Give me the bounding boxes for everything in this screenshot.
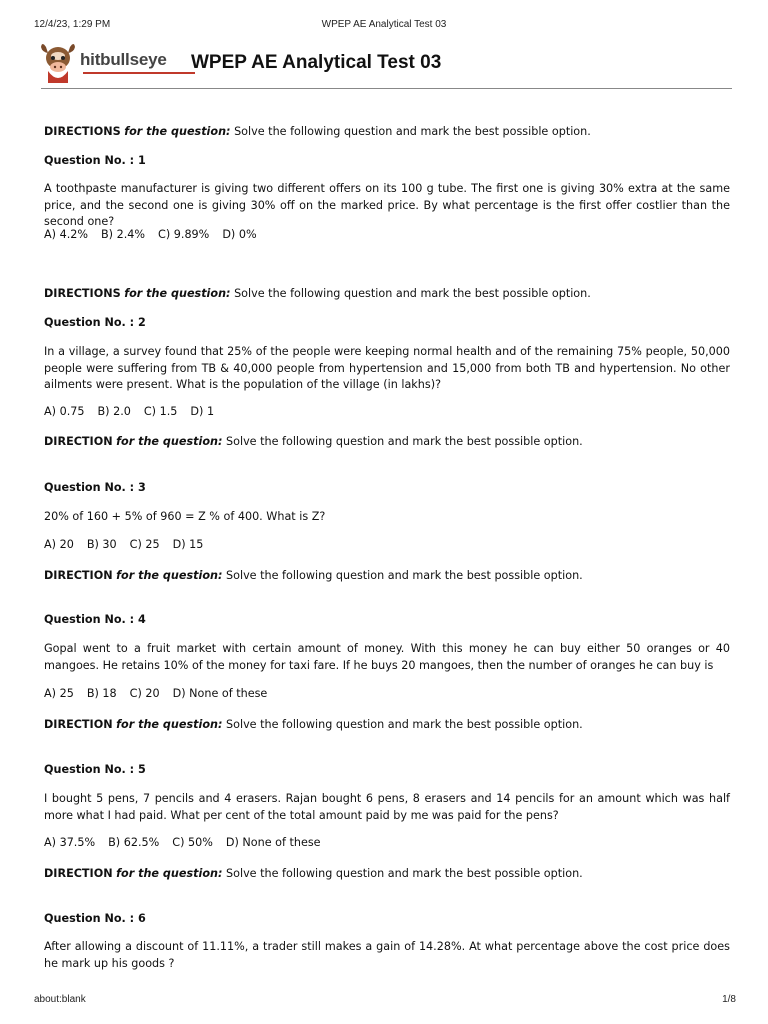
directions-italic: for the question:	[116, 569, 223, 582]
page-number: 1/8	[722, 994, 736, 1005]
directions-italic: for the question:	[116, 867, 223, 880]
directions-text: Solve the following question and mark the best possible option.	[222, 867, 583, 880]
option-d: D) None of these	[172, 687, 268, 700]
brand-logo-text: hitbullseye	[80, 50, 167, 69]
option-a: A) 4.2%	[44, 228, 88, 241]
directions-line	[44, 286, 730, 303]
question-number: Question No. : 2	[44, 316, 146, 329]
directions-italic: for the question:	[116, 435, 223, 448]
option-a: A) 37.5%	[44, 836, 96, 849]
question-number: Question No. : 5	[44, 763, 146, 776]
directions-label: DIRECTION	[44, 718, 113, 731]
question-number: Question No. : 3	[44, 481, 146, 494]
header-divider	[41, 88, 732, 89]
document-title: WPEP AE Analytical Test 03	[191, 52, 442, 73]
question-text: In a village, a survey found that 25% of the people were keeping normal health and of the remaining 75% people, 50,000 people were suffering from TB & 40,000 people from hypertension and 15,000 from both TB and hypertension. No other ailments were present. What is the population of the village (in lakhs)?	[44, 345, 730, 391]
directions-text: Solve the following question and mark the best possible option.	[230, 287, 591, 300]
option-c: C) 1.5	[143, 405, 178, 418]
answer-options	[44, 404, 730, 421]
print-url: about:blank	[34, 994, 86, 1005]
question-number: Question No. : 1	[44, 154, 146, 167]
directions-line	[44, 124, 730, 141]
directions-text: Solve the following question and mark the best possible option.	[230, 125, 591, 138]
directions-line	[44, 866, 730, 883]
option-b: B) 30	[86, 538, 117, 551]
directions-line	[44, 434, 730, 451]
directions-italic: for the question:	[124, 125, 231, 138]
option-c: C) 50%	[172, 836, 213, 849]
directions-text: Solve the following question and mark the best possible option.	[222, 435, 583, 448]
answer-options	[44, 537, 730, 554]
option-b: B) 18	[86, 687, 117, 700]
brand-header	[40, 41, 740, 85]
question-text: I bought 5 pens, 7 pencils and 4 erasers. Rajan bought 6 pens, 8 erasers and 14 pencils for an amount which was half more what I had paid. What per cent of the total amount paid by me was paid for the pens?	[44, 792, 730, 822]
print-footer	[0, 994, 768, 1008]
directions-label: DIRECTION	[44, 569, 113, 582]
option-c: C) 9.89%	[158, 228, 210, 241]
question-text: 20% of 160 + 5% of 960 = Z % of 400. What is Z?	[44, 510, 326, 523]
print-title: WPEP AE Analytical Test 03	[321, 19, 447, 30]
option-a: A) 25	[44, 687, 74, 700]
question-number: Question No. : 6	[44, 912, 146, 925]
directions-text: Solve the following question and mark the best possible option.	[222, 569, 583, 582]
option-d: D) 1	[190, 405, 215, 418]
question-text: After allowing a discount of 11.11%, a trader still makes a gain of 14.28%. At what percentage above the cost price does he mark up his goods ?	[44, 940, 730, 970]
option-d: D) 0%	[222, 228, 257, 241]
directions-italic: for the question:	[116, 718, 223, 731]
option-b: B) 2.0	[97, 405, 131, 418]
question-text: A toothpaste manufacturer is giving two different offers on its 100 g tube. The first one is giving 30% extra at the same price, and the second one is giving 30% off on the marked price. By what percentage is the first offer costlier than the second one?	[44, 182, 730, 228]
directions-line	[44, 568, 730, 585]
directions-label: DIRECTION	[44, 435, 113, 448]
option-d: D) 15	[172, 538, 204, 551]
option-a: A) 20	[44, 538, 74, 551]
print-datetime: 12/4/23, 1:29 PM	[34, 19, 111, 30]
directions-italic: for the question:	[124, 287, 231, 300]
option-c: C) 20	[129, 687, 160, 700]
bull-logo-icon	[40, 41, 76, 83]
option-b: B) 62.5%	[108, 836, 160, 849]
question-text: Gopal went to a fruit market with certain amount of money. With this money he can buy either 50 oranges or 40 mangoes. He retains 10% of the money for taxi fare. If he buys 20 mangoes, then the number of oranges he can buy is	[44, 642, 730, 672]
option-a: A) 0.75	[44, 405, 85, 418]
directions-line	[44, 717, 730, 734]
directions-label: DIRECTION	[44, 867, 113, 880]
question-number: Question No. : 4	[44, 613, 146, 626]
answer-options	[44, 835, 730, 852]
option-b: B) 2.4%	[101, 228, 146, 241]
directions-text: Solve the following question and mark the best possible option.	[222, 718, 583, 731]
option-d: D) None of these	[225, 836, 321, 849]
directions-label: DIRECTIONS	[44, 287, 121, 300]
logo-underline	[83, 72, 195, 74]
directions-label: DIRECTIONS	[44, 125, 121, 138]
print-header	[0, 19, 768, 33]
answer-options	[44, 227, 730, 244]
answer-options	[44, 686, 730, 703]
option-c: C) 25	[129, 538, 160, 551]
